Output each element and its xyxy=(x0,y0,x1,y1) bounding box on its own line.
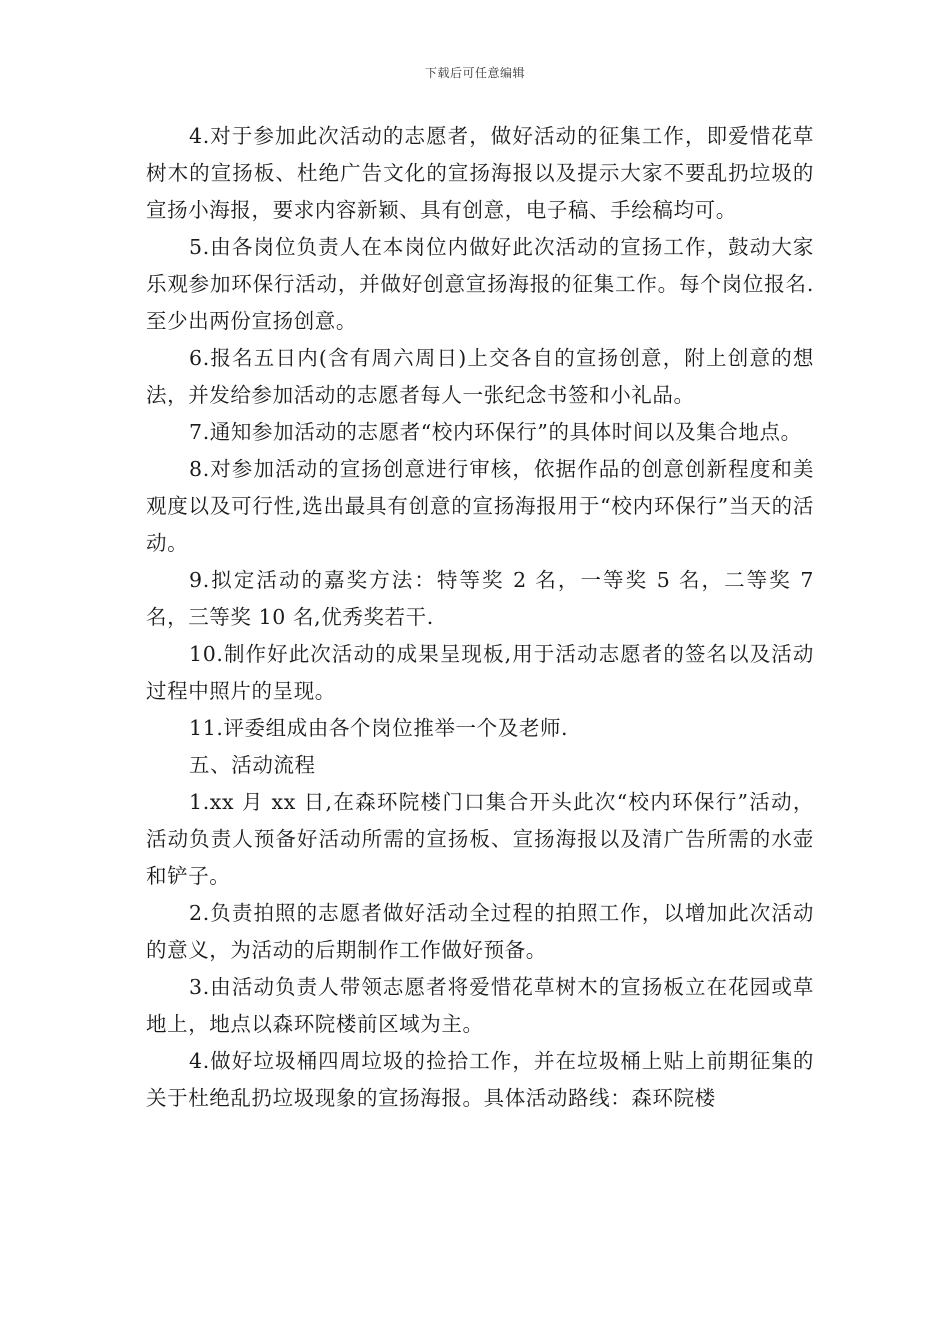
paragraph-item-11-jury: 11.评委组成由各个岗位推举一个及老师. xyxy=(189,716,569,740)
paragraph-item-6-submission: 6.报名五日内(含有周六周日)上交各自的宣扬创意，附上创意的想法，并发给参加活动的志愿者每人一张纪念书签和小礼品。 xyxy=(146,346,814,407)
paragraph-item-10-board: 10.制作好此次活动的成果呈现板,用于活动志愿者的签名以及活动过程中照片的呈现。 xyxy=(146,642,814,703)
flow-step-2: 2.负责拍照的志愿者做好活动全过程的拍照工作，以增加此次活动的意义，为活动的后期制作工作做好预备。 xyxy=(146,901,814,962)
paragraph-item-4-collection: 4.对于参加此次活动的志愿者，做好活动的征集工作，即爱惜花草树木的宣扬板、杜绝广告文化的宣扬海报以及提示大家不要乱扔垃圾的宣扬小海报，要求内容新颖、具有创意，电子稿、手绘稿均可。 xyxy=(146,124,814,222)
document-body xyxy=(146,118,814,1117)
flow-step-1: 1.xx 月 xx 日,在森环院楼门口集合开头此次“校内环保行”活动，活动负责人预备好活动所需的宣扬板、宣扬海报以及清广告所需的水壶和铲子。 xyxy=(146,790,814,888)
paragraph-item-5-promotion: 5.由各岗位负责人在本岗位内做好此次活动的宣扬工作，鼓动大家乐观参加环保行活动，并做好创意宣扬海报的征集工作。每个岗位报名.至少出两份宣扬创意。 xyxy=(146,235,814,333)
page-header: 下载后可任意编辑 xyxy=(424,66,525,80)
section-heading-activity-flow: 五、活动流程 xyxy=(189,753,316,777)
paragraph-item-7-notification: 7.通知参加活动的志愿者“校内环保行”的具体时间以及集合地点。 xyxy=(189,420,802,444)
paragraph-item-9-awards: 9.拟定活动的嘉奖方法：特等奖 2 名，一等奖 5 名，二等奖 7 名，三等奖 10 名,优秀奖若干. xyxy=(146,568,814,629)
paragraph-item-8-review: 8.对参加活动的宣扬创意进行审核，依据作品的创意创新程度和美观度以及可行性,选出最具有创意的宣扬海报用于“校内环保行”当天的活动。 xyxy=(146,457,814,555)
flow-step-4: 4.做好垃圾桶四周垃圾的捡拾工作，并在垃圾桶上贴上前期征集的关于杜绝乱扔垃圾现象的宣扬海报。具体活动路线：森环院楼 xyxy=(146,1049,814,1110)
flow-step-3: 3.由活动负责人带领志愿者将爱惜花草树木的宣扬板立在花园或草地上，地点以森环院楼前区域为主。 xyxy=(146,975,814,1036)
